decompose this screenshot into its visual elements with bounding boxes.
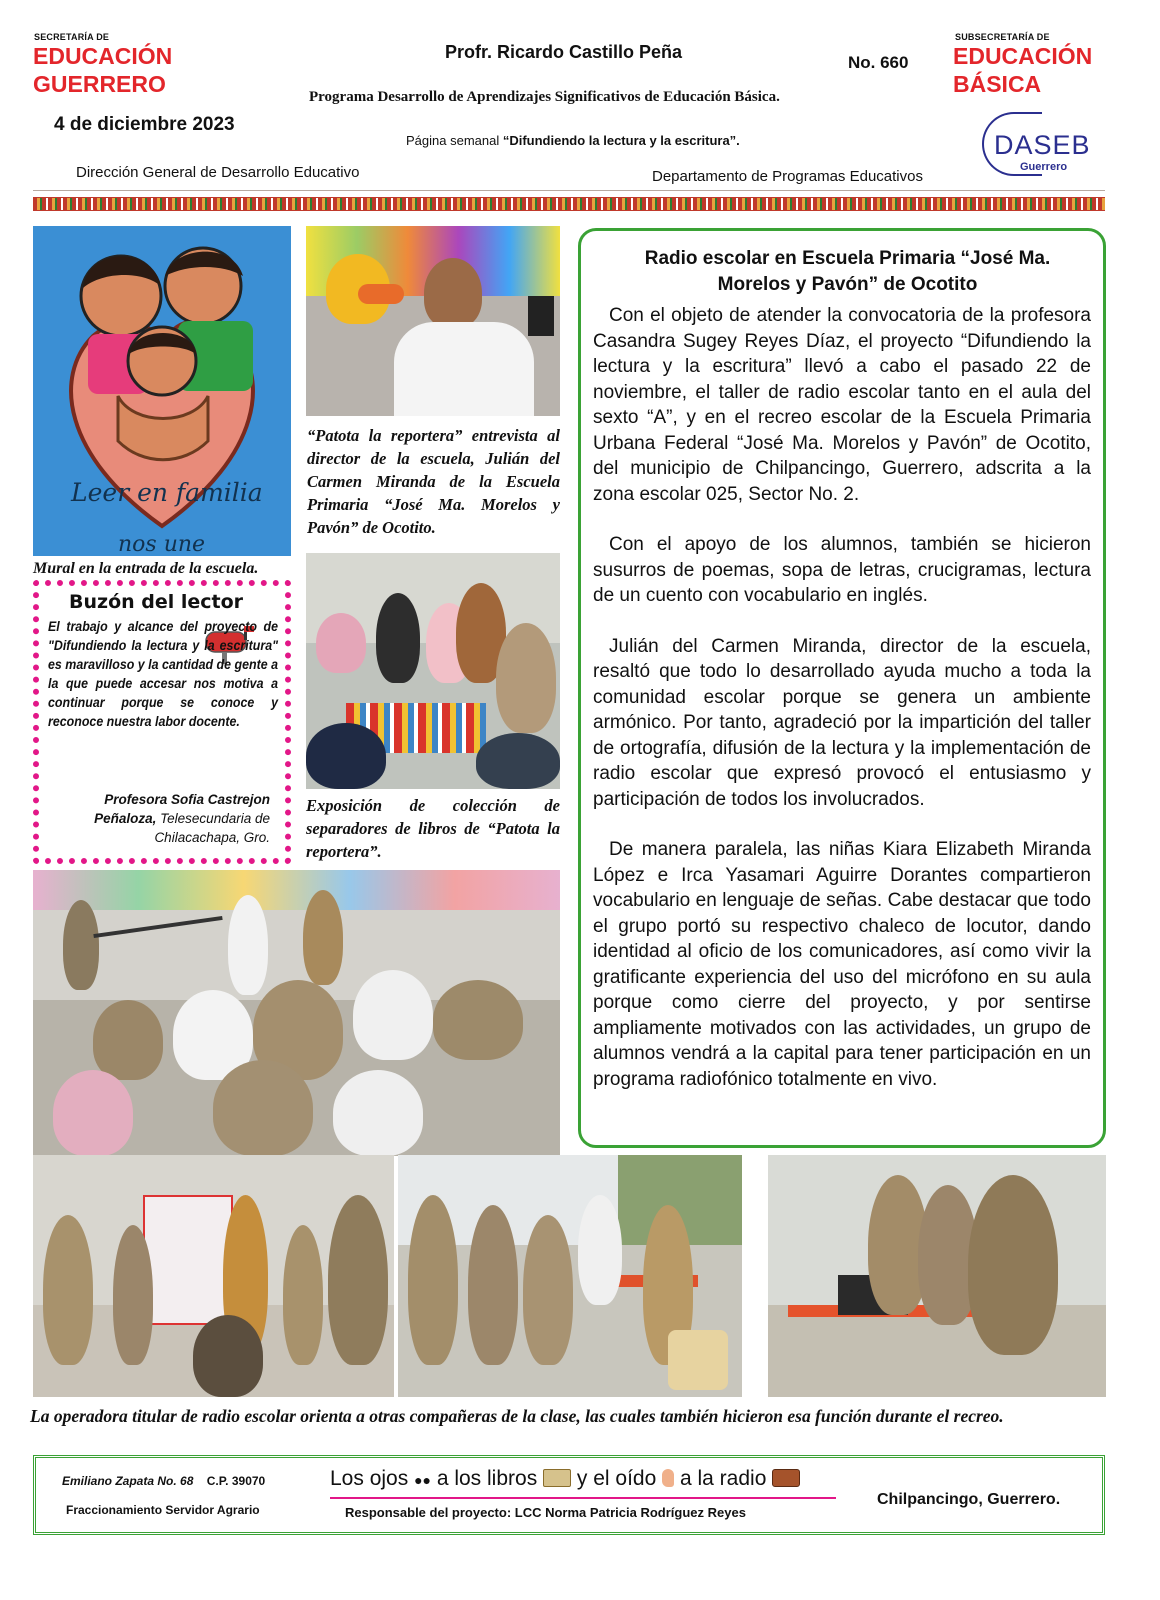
weekly-title: “Difundiendo la lectura y la escritura”. bbox=[502, 133, 740, 148]
director-head bbox=[424, 258, 482, 328]
exposition-caption: Exposición de colección de separadores de libros de “Patota la reportera”. bbox=[306, 796, 560, 861]
buzon-signature-name: Profesora Sofia Castrejon Peñaloza, bbox=[94, 792, 270, 826]
weekly-page-line bbox=[406, 133, 740, 148]
buzon-text: El trabajo y alcance del proyecto de "Difundiendo la lectura y la escritura" es maravilloso y la cantidad de gente a la que puede accesar nos motiva a continuar porque se conoce y reconoce nuestra labor docente. bbox=[48, 619, 278, 729]
seated-student bbox=[93, 1000, 163, 1080]
program-name: Programa Desarrollo de Aprendizajes Significativos de Educación Básica. bbox=[309, 89, 780, 105]
article-title: Radio escolar en Escuela Primaria “José Ma. Morelos y Pavón” de Ocotito bbox=[644, 248, 1051, 295]
slogan-part-3: y el oído bbox=[576, 1467, 657, 1490]
seated-student-6 bbox=[213, 1060, 313, 1156]
student-standing-2 bbox=[468, 1205, 518, 1365]
issue-number: No. 660 bbox=[848, 53, 909, 72]
student-foreground-2 bbox=[476, 733, 560, 789]
bookmark-exposition-photo bbox=[306, 553, 560, 789]
interview-photo bbox=[306, 226, 560, 416]
eyes-icon: ●● bbox=[414, 1472, 431, 1488]
student-standing-3 bbox=[283, 1225, 323, 1365]
standing-teacher bbox=[228, 895, 268, 995]
weekly-prefix: Página semanal bbox=[406, 133, 503, 148]
footer-cp: C.P. 39070 bbox=[206, 1474, 266, 1488]
daseb-logo-subtitle: Guerrero bbox=[1020, 161, 1068, 173]
student-bending-3 bbox=[968, 1175, 1058, 1355]
child-figure bbox=[316, 613, 366, 673]
buzon-title: Buzón del lector bbox=[69, 591, 244, 613]
educacion-basica-line1: EDUCACIÓN bbox=[953, 43, 1093, 69]
seated-student-8 bbox=[53, 1070, 133, 1156]
radio-poster-photo bbox=[33, 1155, 394, 1397]
mural-text-1: Leer en familia bbox=[71, 478, 263, 507]
footer-city: Chilpancingo, Guerrero. bbox=[877, 1491, 1061, 1508]
footer-address-line1 bbox=[62, 1474, 265, 1488]
issue-date: 4 de diciembre 2023 bbox=[54, 114, 235, 135]
laptop-radio-photo bbox=[768, 1155, 1106, 1397]
slogan-underline bbox=[330, 1497, 836, 1499]
footer-address-line2: Fraccionamiento Servidor Agrario bbox=[66, 1503, 260, 1517]
buzon-signature bbox=[70, 790, 270, 847]
standing-girl bbox=[303, 890, 343, 985]
student-seated-back bbox=[193, 1315, 263, 1397]
footer-slogan bbox=[330, 1467, 800, 1491]
teacher-figure-2 bbox=[496, 623, 556, 733]
student-at-table bbox=[578, 1195, 622, 1305]
daseb-logo-text: DASEB bbox=[994, 130, 1091, 160]
educacion-guerrero-line2: GUERRERO bbox=[33, 71, 166, 97]
header-rule bbox=[33, 190, 1105, 191]
wall-decorations bbox=[33, 870, 560, 910]
family-heart-illustration bbox=[33, 226, 291, 556]
student-standing-2 bbox=[113, 1225, 153, 1365]
student-standing bbox=[408, 1195, 458, 1365]
right-department: Departamento de Programas Educativos bbox=[652, 168, 923, 185]
recreo-radio-photo bbox=[398, 1155, 742, 1397]
subsecretaria-label: SUBSECRETARÍA DE bbox=[955, 32, 1050, 42]
footer-responsible: Responsable del proyecto: LCC Norma Patricia Rodríguez Reyes bbox=[345, 1505, 746, 1520]
group-reading-photo bbox=[33, 870, 560, 1156]
buzon-signature-place: Telesecundaria de Chilacachapa, Gro. bbox=[154, 811, 270, 845]
article-paragraph-2: Con el apoyo de los alumnos, también se hicieron susurros de poemas, sopa de letras, crucigramas, lectura de un cuento con vocabulario en inglés. bbox=[593, 534, 1091, 606]
article-body bbox=[593, 303, 1091, 1092]
student-foreground bbox=[306, 723, 386, 789]
seated-student-4 bbox=[353, 970, 433, 1060]
author-name: Profr. Ricardo Castillo Peña bbox=[445, 42, 683, 62]
child-figure-2 bbox=[376, 593, 420, 683]
mural-caption: Mural en la entrada de la escuela. bbox=[33, 560, 259, 577]
director-white-shirt bbox=[394, 322, 534, 416]
article-paragraph-3: Julián del Carmen Miranda, director de la escuela, resaltó que todo lo desarrollado ayuda mucho a toda la comunidad escolar porque se genera un ambiente armónico. Por tanto, agradeció por la impartición del taller de ortografía, difusión de la lectura y la implementación de radio escolar que expresó provocó el entusiasmo y participación de todos los involucrados. bbox=[593, 635, 1091, 810]
seated-student-5 bbox=[433, 980, 523, 1060]
article-paragraph-4: De manera paralela, las niñas Kiara Elizabeth Miranda López e Irca Yasamari Aguirre Dorantes compartieron vocabulario en lenguaje de señas. Cabe destacar que todo el grupo portó su respectivo chaleco de locutor, dando identidad al oficio de los comunicadores, así como vivir la gratificante experiencia del uso del micrófono en su aula porque como cierre del proyecto, y por sentirse ampliamente motivados con las actividades, un grupo de alumnos vendrá a la capital para tener participación en un programa radiofónico totalmente en vivo. bbox=[593, 839, 1091, 1090]
mural-text-2: nos une bbox=[118, 532, 206, 556]
mural-image bbox=[33, 226, 291, 556]
educacion-basica-line2: BÁSICA bbox=[953, 71, 1042, 97]
left-department: Dirección General de Desarrollo Educativo bbox=[76, 164, 360, 181]
puppet-beak bbox=[358, 284, 404, 304]
footer-street: Emiliano Zapata No. 68 bbox=[62, 1474, 194, 1488]
student-standing bbox=[43, 1215, 93, 1365]
ear-icon bbox=[662, 1469, 674, 1487]
book-icon bbox=[543, 1469, 571, 1487]
bag bbox=[668, 1330, 728, 1390]
radio-icon bbox=[772, 1469, 800, 1487]
slogan-part-4: a la radio bbox=[679, 1467, 767, 1490]
decorative-border-band bbox=[33, 197, 1105, 211]
student-standing-3 bbox=[523, 1215, 573, 1365]
seated-student-7 bbox=[333, 1070, 423, 1156]
standing-student bbox=[63, 900, 99, 990]
radio-poster bbox=[143, 1195, 233, 1325]
secretaria-label: SECRETARÍA DE bbox=[34, 32, 110, 42]
slogan-part-2: a los libros bbox=[436, 1467, 538, 1490]
educacion-guerrero-line1: EDUCACIÓN bbox=[33, 43, 173, 69]
camera-tripod bbox=[528, 296, 554, 336]
student-standing-4 bbox=[328, 1195, 388, 1365]
interview-caption: “Patota la reportera” entrevista al director de la escuela, Julián del Carmen Miranda de la Escuela Primaria “José Ma. Morelos y Pavón” de Ocotito. bbox=[307, 426, 560, 537]
bottom-caption: La operadora titular de radio escolar orienta a otras compañeras de la clase, las cuales también hicieron esa función durante el recreo. bbox=[30, 1406, 1004, 1426]
slogan-part-1: Los ojos bbox=[330, 1467, 409, 1490]
article-paragraph-1: Con el objeto de atender la convocatoria de la profesora Casandra Sugey Reyes Díaz, el proyecto “Difundiendo la lectura y la escritura” llevó a cabo el pasado 22 de noviembre, el taller de radio escolar tanto en el aula del sexto “A”, y en el recreo escolar de la Escuela Primaria Urbana Federal “José Ma. Morelos y Pavón” de Ocotito, del municipio de Chilpancingo, Guerrero, adscrita a la zona escolar 025, Sector No. 2. bbox=[593, 305, 1091, 505]
